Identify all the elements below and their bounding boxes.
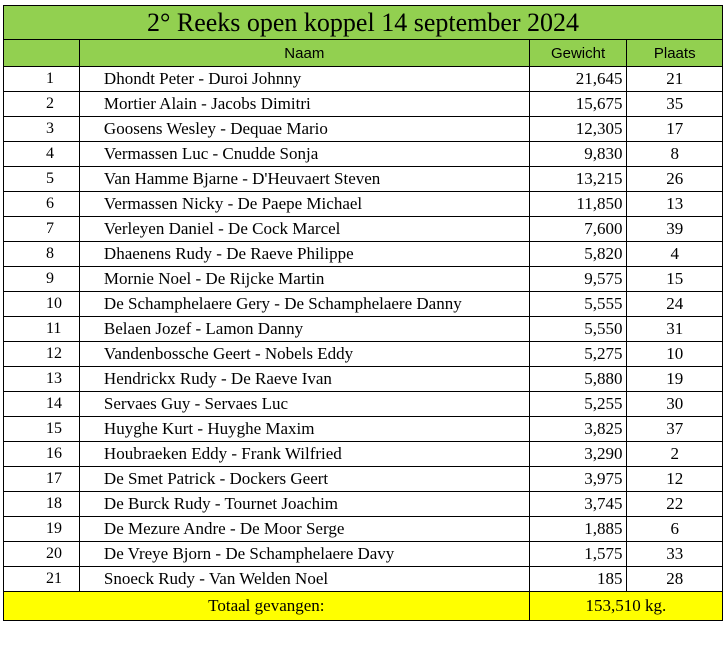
results-table [3, 5, 723, 621]
title-row [4, 6, 723, 40]
row-weight: 1,575 [529, 542, 627, 567]
total-value: 153,510 kg. [529, 592, 722, 621]
row-place: 4 [627, 242, 723, 267]
row-weight: 3,975 [529, 467, 627, 492]
table-row [4, 442, 723, 467]
table-row [4, 492, 723, 517]
row-number: 19 [4, 517, 80, 542]
row-number: 21 [4, 567, 80, 592]
row-weight: 5,555 [529, 292, 627, 317]
table-row [4, 292, 723, 317]
row-name: Mortier Alain - Jacobs Dimitri [79, 92, 529, 117]
table-row [4, 167, 723, 192]
table-row [4, 217, 723, 242]
row-name: Dhaenens Rudy - De Raeve Philippe [79, 242, 529, 267]
total-label: Totaal gevangen: [4, 592, 530, 621]
row-number: 10 [4, 292, 80, 317]
row-name: De Mezure Andre - De Moor Serge [79, 517, 529, 542]
row-place: 26 [627, 167, 723, 192]
table-row [4, 467, 723, 492]
row-place: 37 [627, 417, 723, 442]
table-row [4, 192, 723, 217]
row-place: 21 [627, 67, 723, 92]
row-place: 12 [627, 467, 723, 492]
row-weight: 1,885 [529, 517, 627, 542]
row-weight: 21,645 [529, 67, 627, 92]
row-weight: 9,575 [529, 267, 627, 292]
row-weight: 7,600 [529, 217, 627, 242]
row-place: 28 [627, 567, 723, 592]
row-weight: 9,830 [529, 142, 627, 167]
table-row [4, 342, 723, 367]
row-name: Servaes Guy - Servaes Luc [79, 392, 529, 417]
row-place: 24 [627, 292, 723, 317]
table-row [4, 92, 723, 117]
row-place: 13 [627, 192, 723, 217]
row-place: 2 [627, 442, 723, 467]
row-number: 17 [4, 467, 80, 492]
row-weight: 12,305 [529, 117, 627, 142]
row-name: Houbraeken Eddy - Frank Wilfried [79, 442, 529, 467]
row-weight: 5,255 [529, 392, 627, 417]
column-header-nr [4, 40, 80, 67]
row-number: 18 [4, 492, 80, 517]
table-row [4, 517, 723, 542]
row-name: Verleyen Daniel - De Cock Marcel [79, 217, 529, 242]
table-row [4, 542, 723, 567]
row-number: 7 [4, 217, 80, 242]
table-row [4, 317, 723, 342]
row-number: 15 [4, 417, 80, 442]
row-name: Vermassen Luc - Cnudde Sonja [79, 142, 529, 167]
row-name: Huyghe Kurt - Huyghe Maxim [79, 417, 529, 442]
row-number: 16 [4, 442, 80, 467]
row-number: 11 [4, 317, 80, 342]
row-number: 4 [4, 142, 80, 167]
row-name: De Vreye Bjorn - De Schamphelaere Davy [79, 542, 529, 567]
row-place: 39 [627, 217, 723, 242]
row-name: Hendrickx Rudy - De Raeve Ivan [79, 367, 529, 392]
row-weight: 3,825 [529, 417, 627, 442]
row-name: De Smet Patrick - Dockers Geert [79, 467, 529, 492]
row-number: 13 [4, 367, 80, 392]
row-place: 31 [627, 317, 723, 342]
table-row [4, 392, 723, 417]
row-weight: 5,275 [529, 342, 627, 367]
row-number: 9 [4, 267, 80, 292]
row-place: 35 [627, 92, 723, 117]
row-number: 12 [4, 342, 80, 367]
row-weight: 11,850 [529, 192, 627, 217]
column-header-place: Plaats [627, 40, 723, 67]
row-place: 10 [627, 342, 723, 367]
table-body [4, 67, 723, 592]
row-place: 8 [627, 142, 723, 167]
row-name: De Burck Rudy - Tournet Joachim [79, 492, 529, 517]
row-name: Vermassen Nicky - De Paepe Michael [79, 192, 529, 217]
row-name: Dhondt Peter - Duroi Johnny [79, 67, 529, 92]
table-row [4, 567, 723, 592]
table-row [4, 267, 723, 292]
row-name: Goosens Wesley - Dequae Mario [79, 117, 529, 142]
row-place: 17 [627, 117, 723, 142]
row-name: Mornie Noel - De Rijcke Martin [79, 267, 529, 292]
row-place: 33 [627, 542, 723, 567]
column-header-row [4, 40, 723, 67]
column-header-weight: Gewicht [529, 40, 627, 67]
row-number: 1 [4, 67, 80, 92]
row-place: 19 [627, 367, 723, 392]
table-row [4, 417, 723, 442]
table-row [4, 242, 723, 267]
row-place: 30 [627, 392, 723, 417]
table-row [4, 367, 723, 392]
row-weight: 5,550 [529, 317, 627, 342]
row-number: 3 [4, 117, 80, 142]
table-row [4, 67, 723, 92]
row-number: 5 [4, 167, 80, 192]
row-number: 6 [4, 192, 80, 217]
row-number: 8 [4, 242, 80, 267]
row-weight: 3,290 [529, 442, 627, 467]
row-weight: 13,215 [529, 167, 627, 192]
row-number: 20 [4, 542, 80, 567]
row-weight: 5,820 [529, 242, 627, 267]
row-place: 6 [627, 517, 723, 542]
row-name: Vandenbossche Geert - Nobels Eddy [79, 342, 529, 367]
row-weight: 185 [529, 567, 627, 592]
row-name: Snoeck Rudy - Van Welden Noel [79, 567, 529, 592]
table-row [4, 142, 723, 167]
row-weight: 3,745 [529, 492, 627, 517]
row-name: Belaen Jozef - Lamon Danny [79, 317, 529, 342]
row-number: 14 [4, 392, 80, 417]
row-place: 22 [627, 492, 723, 517]
table-row [4, 117, 723, 142]
row-weight: 5,880 [529, 367, 627, 392]
page-title: 2° Reeks open koppel 14 september 2024 [4, 6, 723, 40]
column-header-name: Naam [79, 40, 529, 67]
total-row [4, 592, 723, 621]
row-name: De Schamphelaere Gery - De Schamphelaere Danny [79, 292, 529, 317]
row-weight: 15,675 [529, 92, 627, 117]
row-place: 15 [627, 267, 723, 292]
row-name: Van Hamme Bjarne - D'Heuvaert Steven [79, 167, 529, 192]
row-number: 2 [4, 92, 80, 117]
